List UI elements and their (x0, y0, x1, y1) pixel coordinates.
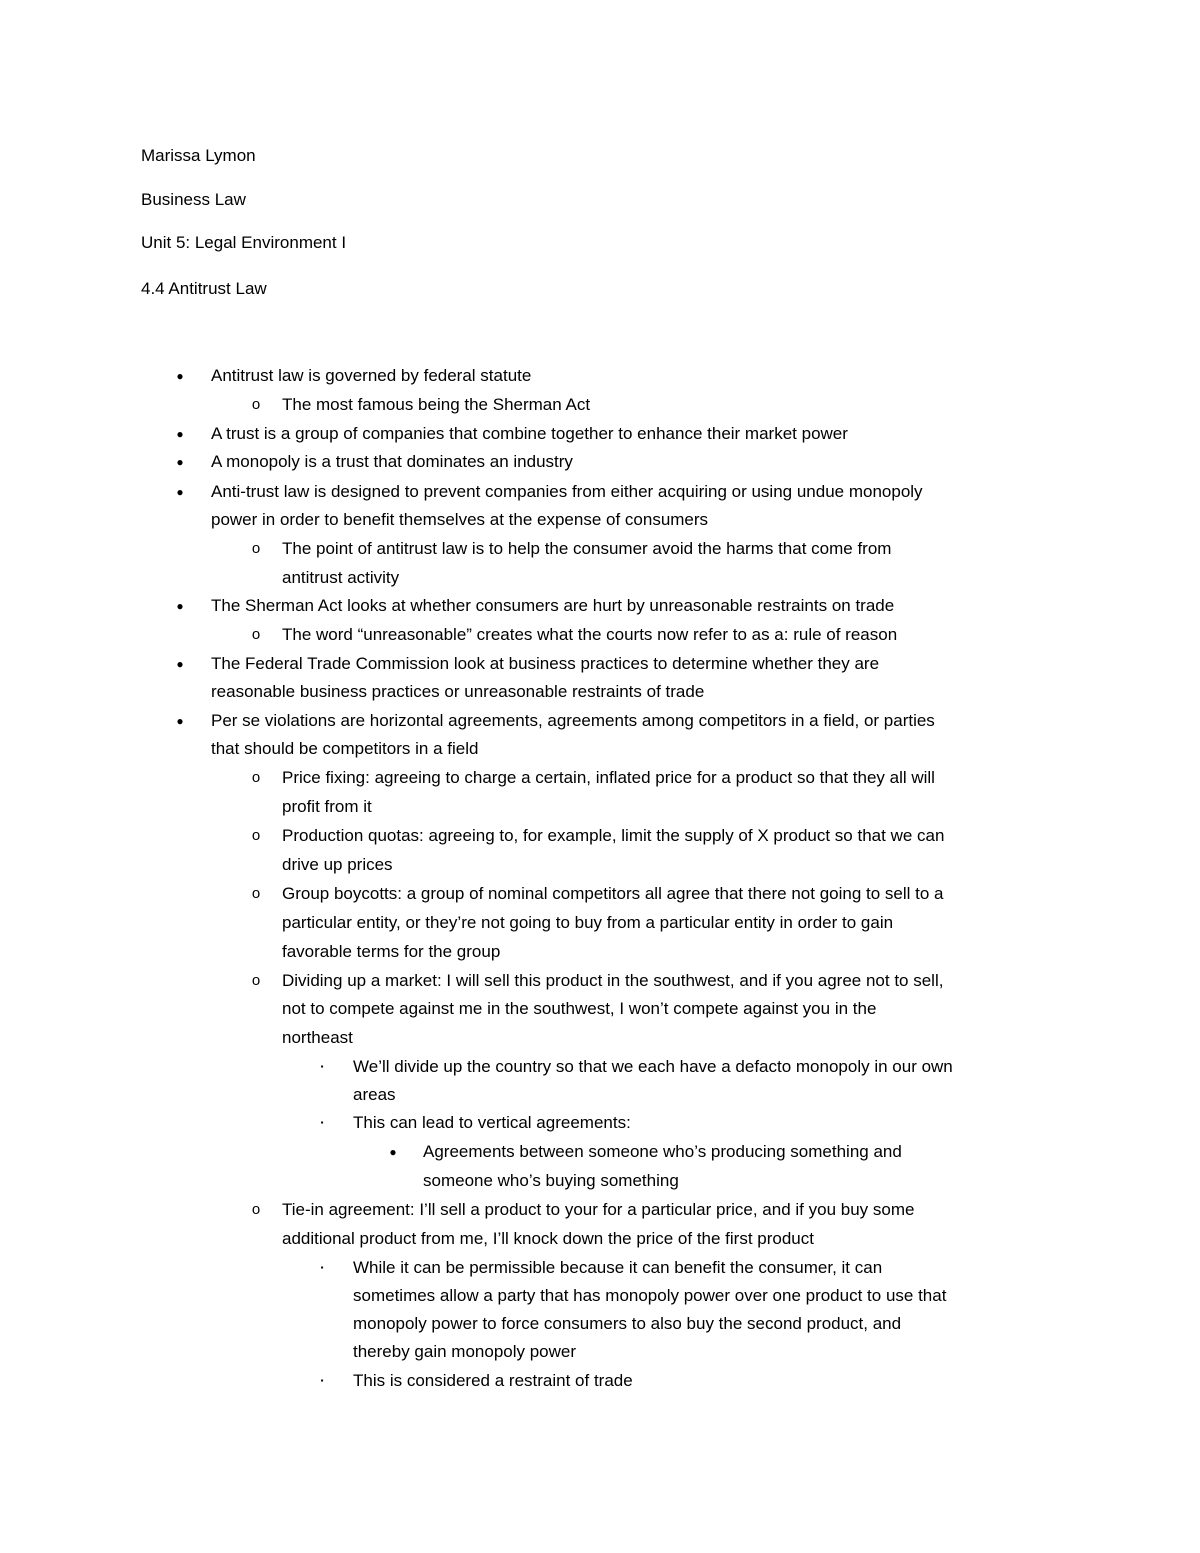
note-line: profit from it (282, 797, 372, 816)
note-line: The most famous being the Sherman Act (282, 395, 591, 414)
note-line: monopoly power to force consumers to also buy the second product, and (353, 1314, 902, 1333)
author-name: Marissa Lymon (141, 146, 256, 165)
note-line: Antitrust law is governed by federal statute (211, 366, 532, 385)
note-line: not to compete against me in the southwest, I won’t compete against you in the (282, 999, 877, 1018)
note-line: Per se violations are horizontal agreements, agreements among competitors in a field, or parties (211, 711, 935, 730)
bullet-square: ▪ (320, 1118, 324, 1127)
note-line: We’ll divide up the country so that we each have a defacto monopoly in our own (353, 1057, 953, 1076)
bullet-disc: ● (389, 1145, 397, 1159)
note-line: northeast (282, 1028, 353, 1047)
note-line: power in order to benefit themselves at the expense of consumers (211, 510, 709, 529)
note-line: someone who’s buying something (423, 1171, 679, 1190)
note-line: Production quotas: agreeing to, for example, limit the supply of X product so that we can (282, 826, 945, 845)
bullet-disc: ● (176, 714, 184, 728)
note-line: The word “unreasonable” creates what the courts now refer to as a: rule of reason (282, 625, 898, 644)
bullet-circle: o (251, 1201, 261, 1218)
bullet-circle: o (251, 626, 261, 643)
note-line: favorable terms for the group (282, 942, 501, 961)
course-name: Business Law (141, 190, 246, 209)
bullet-square: ▪ (320, 1263, 324, 1272)
topic-title: 4.4 Antitrust Law (141, 279, 267, 298)
note-line: A trust is a group of companies that combine together to enhance their market power (211, 424, 848, 443)
bullet-disc: ● (176, 455, 184, 469)
bullet-circle: o (251, 827, 261, 844)
note-line: additional product from me, I’ll knock down the price of the first product (282, 1229, 814, 1248)
bullet-circle: o (251, 396, 261, 413)
bullet-square: ▪ (320, 1062, 324, 1071)
note-line: antitrust activity (282, 568, 400, 587)
note-line: sometimes allow a party that has monopoly power over one product to use that (353, 1286, 947, 1305)
note-line: Price fixing: agreeing to charge a certain, inflated price for a product so that they all will (282, 768, 935, 787)
note-line: Anti-trust law is designed to prevent companies from either acquiring or using undue monopoly (211, 482, 923, 501)
bullet-disc: ● (176, 599, 184, 613)
note-line: This is considered a restraint of trade (353, 1371, 633, 1390)
bullet-circle: o (251, 540, 261, 557)
note-line: The Federal Trade Commission look at business practices to determine whether they are (211, 654, 880, 673)
note-line: that should be competitors in a field (211, 739, 479, 758)
note-line: Dividing up a market: I will sell this product in the southwest, and if you agree not to sell, (282, 971, 944, 990)
note-line: The point of antitrust law is to help the consumer avoid the harms that come from (282, 539, 892, 558)
note-line: particular entity, or they’re not going to buy from a particular entity in order to gain (282, 913, 894, 932)
bullet-disc: ● (176, 485, 184, 499)
bullet-disc: ● (176, 369, 184, 383)
unit-title: Unit 5: Legal Environment I (141, 233, 347, 252)
note-line: thereby gain monopoly power (353, 1342, 577, 1361)
note-line: reasonable business practices or unreasonable restraints of trade (211, 682, 705, 701)
bullet-circle: o (251, 769, 261, 786)
note-line: A monopoly is a trust that dominates an industry (211, 452, 573, 471)
bullet-square: ▪ (320, 1376, 324, 1385)
note-line: While it can be permissible because it can benefit the consumer, it can (353, 1258, 883, 1277)
note-line: This can lead to vertical agreements: (353, 1113, 631, 1132)
note-line: drive up prices (282, 855, 393, 874)
note-line: Tie-in agreement: I’ll sell a product to your for a particular price, and if you buy some (282, 1200, 915, 1219)
note-line: Group boycotts: a group of nominal competitors all agree that there not going to sell to a (282, 884, 944, 903)
bullet-disc: ● (176, 657, 184, 671)
bullet-circle: o (251, 972, 261, 989)
bullet-disc: ● (176, 427, 184, 441)
bullet-circle: o (251, 885, 261, 902)
note-line: Agreements between someone who’s producing something and (423, 1142, 902, 1161)
note-line: areas (353, 1085, 396, 1104)
note-line: The Sherman Act looks at whether consumers are hurt by unreasonable restraints on trade (211, 596, 895, 615)
